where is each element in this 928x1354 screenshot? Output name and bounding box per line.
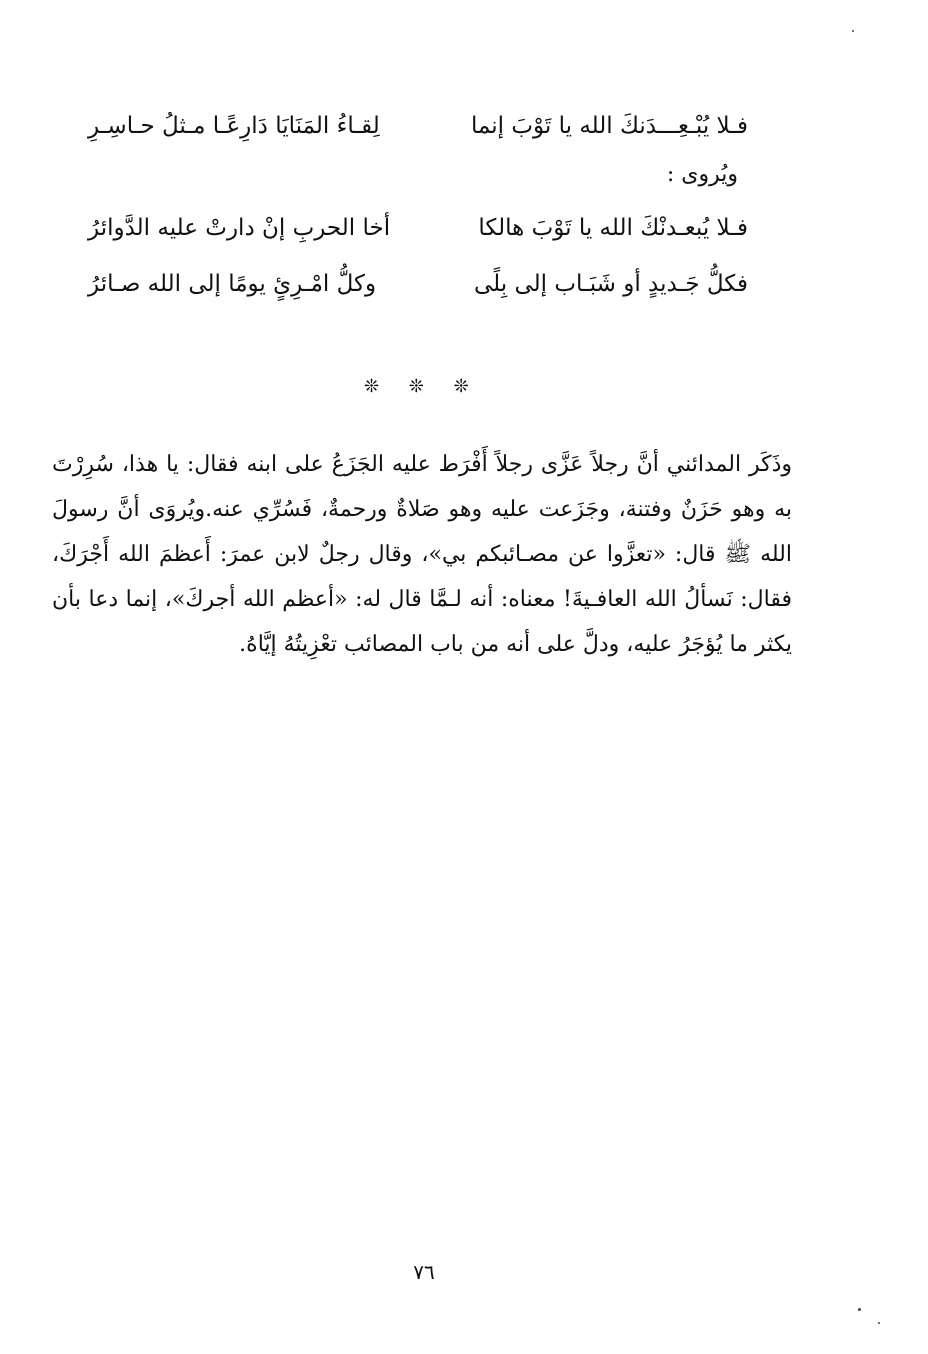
variant-label: ويُروى :: [666, 162, 738, 187]
scan-speck: [852, 30, 854, 32]
prose-paragraph: وذَكَر المدائني أنَّ رجلاً عَزَّى رجلاً أَفْرَط عليه الجَزَعُ على ابنه فقال: يا هذا، سُرِرْتَ به وهو حَزَنٌ وفتنة، وجَزَعت عليه وهو صَلاةٌ ورحمةٌ، فَسُرِّي عنه.ويُروَى أنَّ رسولَ الله ﷺ قال: «تعزَّوا عن مصـائبكم بي»، وقال رجلٌ لابن عمرَ: أَعظمَ الله أَجْرَكَ، فقال: نَسألُ الله العافـيةَ! معناه: أنه لـمَّا قال له: «أعظم الله أجركَ»، إنما دعا بأن يكثر ما يُؤجَرُ عليه، ودلَّ على أنه من باب المصائب تعْزِيتُهُ إيَّاهُ.: [52, 452, 792, 657]
variant-verse-2-second-hemistich: وكلُّ امْـرِئٍ يومًا إلى الله صـائرُ: [88, 271, 377, 297]
scan-speck: [858, 1308, 861, 1311]
variant-verse-line-1: [88, 200, 748, 256]
poem-verses: [88, 98, 748, 154]
variant-verse-1-second-hemistich: أخا الحربِ إنْ دارتْ عليه الدَّوائرُ: [88, 215, 391, 241]
variant-verse-1-first-hemistich: فـلا يُبعـدنْكَ الله يا تَوْبَ هالكا: [478, 215, 748, 241]
variant-verses: [88, 200, 748, 312]
variant-verse-line-2: [88, 256, 748, 312]
verse-line-1: [88, 98, 748, 154]
variant-verse-2-first-hemistich: فكلُّ جَـديدٍ أو شَبَـاب إلى بِلًى: [473, 271, 748, 297]
section-separator: ❊ ❊ ❊: [364, 376, 481, 397]
page-number: ٧٦: [413, 1260, 435, 1284]
verse-1-second-hemistich: لِقـاءُ المَنَايَا دَارِعًـا مـثلُ حـاسِـرِ: [88, 113, 380, 139]
scan-speck: [878, 1322, 880, 1324]
verse-1-first-hemistich: فـلا يُبْـعِـــدَنكَ الله يا تَوْبَ إنما: [470, 113, 748, 139]
prose-paragraph-block: [52, 442, 792, 667]
